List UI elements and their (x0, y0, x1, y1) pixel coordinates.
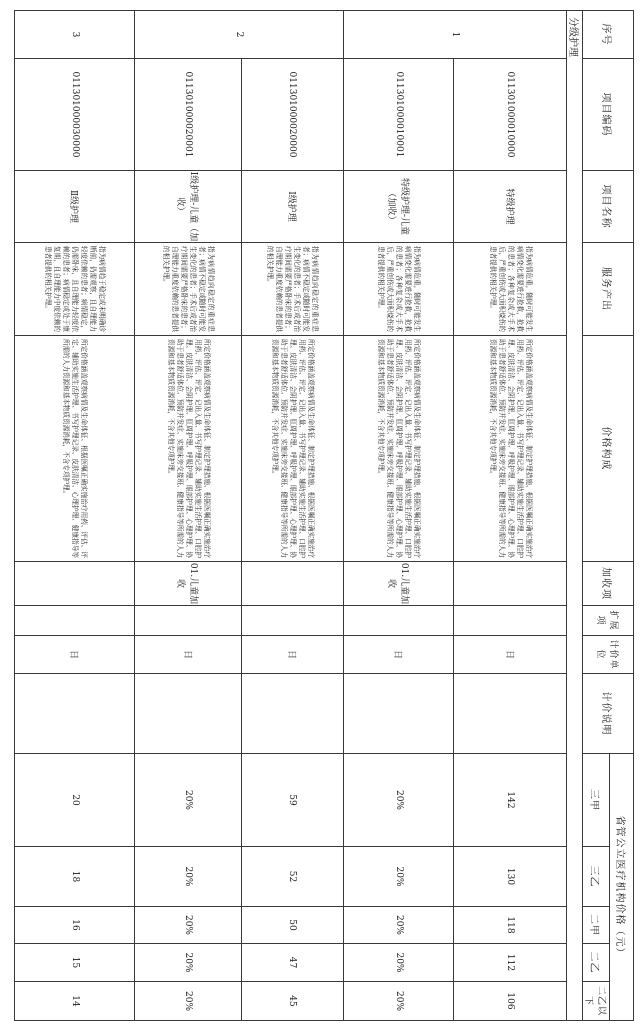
header-extension: 扩展项 (582, 606, 633, 636)
price-cell: 45 (241, 982, 343, 1021)
group-seq: 1 (344, 11, 567, 59)
price-cell: 52 (241, 847, 343, 907)
price-cell: 130 (454, 847, 566, 907)
price-cell: 20% (135, 754, 241, 847)
item-code: 011301000010000 (454, 59, 566, 171)
item-name: 特级护理 (454, 171, 566, 243)
section-title: 分级护理 (566, 11, 582, 1021)
header-level: 三乙 (582, 847, 609, 907)
price-cell: 106 (454, 982, 566, 1021)
item-code: 011301000030000 (15, 59, 135, 171)
price-cell: 59 (241, 754, 343, 847)
item-service: 指为病情趋向稳定的重症患者；病情不稳定或随时可能发生变化的患者；手术后或者治疗期间需要严格卧床的患者；自理能力重度依赖的患者提供的相关护理。 (241, 243, 343, 336)
price-cell: 142 (454, 754, 566, 847)
price-cell: 20% (344, 847, 454, 907)
header-level: 二甲 (582, 907, 609, 944)
price-cell: 20% (135, 907, 241, 944)
price-cell: 118 (454, 907, 566, 944)
price-cell: 20% (344, 982, 454, 1021)
table-row (241, 11, 343, 1021)
group-seq: 2 (135, 11, 344, 59)
item-service: 指为病情趋于稳定或未明确诊断前，仍需观察，且自理能力轻度依赖的患者；病情稳定，仍需卧床，且自理能力轻度依赖的患者；病情稳定或处于康复期，且自理能力中度依赖的患者提供的相关护理。 (15, 243, 135, 336)
item-composition: 所定价格涵盖观察病情及生命体征、制定护理措施、根据医嘱正确实施治疗用药、评估、评定、记出入量、书写护理记录、辅助实施生活护理、口腔护理、皮肤清洁、会阴护理、肛周护理、呼吸护理、眼部护理、心理护理、协助于患者舒适体位、预防并发症、实施床旁交接班、健康指导等所需的人力资源和基本物质资源消耗，不含其他专项护理。 (135, 336, 241, 562)
item-extension (241, 606, 343, 636)
item-addon (15, 562, 135, 606)
item-code: 011301000020000 (241, 59, 343, 171)
item-addon (454, 562, 566, 606)
item-service: 指为病情趋向稳定的重症患者；病情不稳定或随时可能发生变化的患者；手术后或者治疗期间需要严格卧床的患者；自理能力重度依赖的患者提供的相关护理。 (135, 243, 241, 336)
item-notes (454, 674, 566, 754)
header-level: 二乙以下 (582, 982, 609, 1021)
item-addon: 01.儿童加收 (344, 562, 454, 606)
item-extension (454, 606, 566, 636)
header-level: 三甲 (582, 754, 609, 847)
item-unit: 日 (135, 636, 241, 674)
price-cell: 15 (15, 944, 135, 982)
header-price-group: 省管公立医疗机构价格（元） (609, 754, 633, 1021)
table-row (344, 11, 454, 1021)
header-unit: 计价单位 (582, 636, 633, 674)
price-cell: 50 (241, 907, 343, 944)
table-row (454, 11, 566, 1021)
item-unit: 日 (344, 636, 454, 674)
item-composition: 所定价格涵盖观察病情及生命体征、根据医嘱正确实施治疗用药、评估、评定、辅助实施生活护理、书写护理记录、皮肤清洁、心理护理、健康指导等所需的人力资源和基本物质资源消耗，不含专项护理。 (15, 336, 135, 562)
item-service: 指为病情危重，随时可能发生病情变化需要进行抢救，抢救的患者；各种复杂或大手术后，严重创伤或大面积烧伤的患者提供的相关护理。 (454, 243, 566, 336)
price-cell: 47 (241, 944, 343, 982)
item-name: Ⅰ级护理 (241, 171, 343, 243)
item-addon: 01.儿童加收 (135, 562, 241, 606)
item-service: 指为病情危重，随时可能发生病情变化需要进行抢救，抢救的患者；各种复杂或大手术后，严重创伤或大面积烧伤的患者提供的相关护理。 (344, 243, 454, 336)
item-extension (15, 606, 135, 636)
item-addon (241, 562, 343, 606)
item-composition: 所定价格涵盖观察病情及生命体征、制定护理措施、根据医嘱正确实施治疗用药、评估、评定、记出入量、书写护理记录、辅助实施生活护理、口腔护理、皮肤清洁、会阴护理、肛周护理、呼吸护理、眼部护理、心理护理、协助于患者舒适体位、预防并发症、实施床旁交接班、健康指导等所需的人力资源和基本物质资源消耗，不含其他专项护理。 (241, 336, 343, 562)
table-row (135, 11, 241, 1021)
item-name: 特级护理-儿童（加收） (344, 171, 454, 243)
item-unit: 日 (454, 636, 566, 674)
price-cell: 20 (15, 754, 135, 847)
header-composition: 价格构成 (582, 336, 633, 562)
item-composition: 所定价格涵盖观察病情及生命体征、制定护理措施、根据医嘱正确实施治疗用药、评估、评定、记出入量、书写护理记录、辅助实施生活护理、口腔护理、皮肤清洁、会阴护理、肛周护理、呼吸护理、眼部护理、心理护理、协助于患者舒适体位、预防并发症、实施床旁交接班、健康指导等所需的人力资源和基本物质资源消耗，不含其他专项护理。 (454, 336, 566, 562)
item-notes (15, 674, 135, 754)
price-cell: 112 (454, 944, 566, 982)
header-service: 服务产出 (582, 243, 633, 336)
price-cell: 16 (15, 907, 135, 944)
item-extension (135, 606, 241, 636)
item-composition: 所定价格涵盖观察病情及生命体征、制定护理措施、根据医嘱正确实施治疗用药、评估、评定、记出入量、书写护理记录、辅助实施生活护理、口腔护理、皮肤清洁、会阴护理、肛周护理、呼吸护理、眼部护理、心理护理、协助于患者舒适体位、预防并发症、实施床旁交接班、健康指导等所需的人力资源和基本物质资源消耗，不含其他专项护理。 (344, 336, 454, 562)
item-unit: 日 (15, 636, 135, 674)
item-code: 011301000010001 (344, 59, 454, 171)
price-cell: 20% (135, 944, 241, 982)
header-addon: 加收项 (582, 562, 633, 606)
item-name: Ⅰ级护理-儿童（加收） (135, 171, 241, 243)
price-cell: 14 (15, 982, 135, 1021)
item-unit: 日 (241, 636, 343, 674)
item-notes (344, 674, 454, 754)
table-row (15, 11, 135, 1021)
price-cell: 20% (344, 907, 454, 944)
header-level: 二乙 (582, 944, 609, 982)
item-extension (344, 606, 454, 636)
price-cell: 20% (344, 944, 454, 982)
item-code: 011301000020001 (135, 59, 241, 171)
header-notes: 计价说明 (582, 674, 633, 754)
item-notes (241, 674, 343, 754)
price-cell: 20% (135, 847, 241, 907)
header-name: 项目名称 (582, 171, 633, 243)
price-cell: 18 (15, 847, 135, 907)
price-cell: 20% (135, 982, 241, 1021)
item-name: Ⅱ级护理 (15, 171, 135, 243)
price-cell: 20% (344, 754, 454, 847)
item-notes (135, 674, 241, 754)
header-seq: 序号 (582, 11, 633, 59)
header-code: 项目编码 (582, 59, 633, 171)
price-table (14, 10, 634, 1021)
group-seq: 3 (15, 11, 135, 59)
